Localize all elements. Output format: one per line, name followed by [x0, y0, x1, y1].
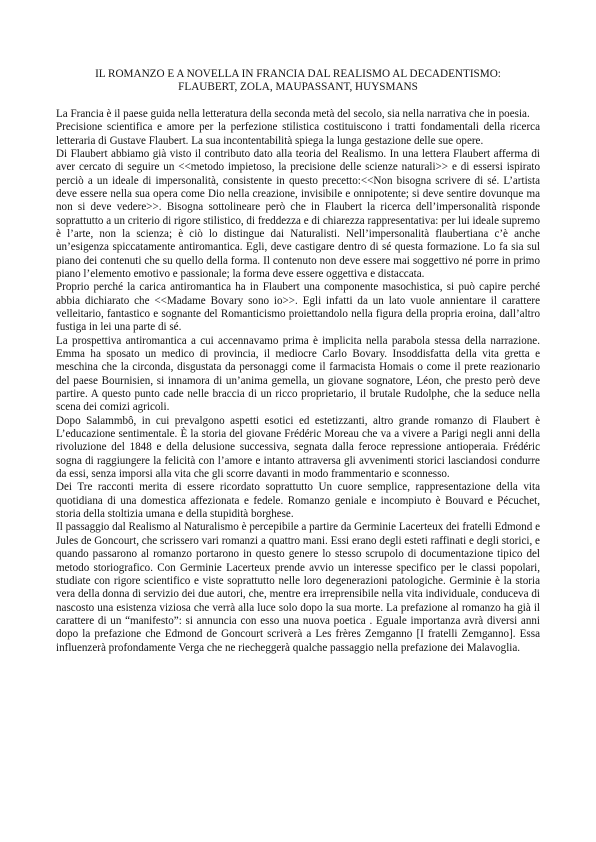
paragraph-flaubert-precision: Precisione scientifica e amore per la perfezione stilistica costituiscono i tratti fondamentali della ricerca letteraria di Gustave Flaubert. La sua incontentabilità spiega la lunga gestazione delle sue opere.: [56, 121, 540, 147]
document-body: [56, 108, 540, 655]
paragraph-salammbo: Dopo Salammbô, in cui prevalgono aspetti esotici ed estetizzanti, altro grande romanzo di Flaubert è L’educazione sentimentale. È la storia del giovane Frédéric Moreau che va a vivere a Parigi negli anni della rivoluzione del 1848 e della delusione successiva, segnata dalla feroce repressione antioperaia. Frédéric sogna di raggiungere la felicità con l’amore e intanto attraversa gli avvenimenti storici lasciandosi condurre da essi, senza imporsi alla vita che gli scorre davanti in modo frammentario e sconnesso.: [56, 414, 540, 481]
paragraph-antiromantic: La prospettiva antiromantica a cui accennavamo prima è implicita nella parabola stessa della narrazione. Emma ha sposato un medico di provincia, il mediocre Carlo Bovary. Insoddisfatta della vita gretta e meschina che la circonda, disgustata da personaggi come il farmacista Homais o come il prete reazionario del paese Bournisien, si innamora di un’anima gemella, un giovane sognatore, Léon, che presto però deve partire. A questo punto cade nelle braccia di un ricco proprietario, il brutale Rudolphe, che la seduce nella scena dei comizi agricoli.: [56, 334, 540, 414]
title-line-2: FLAUBERT, ZOLA, MAUPASSANT, HUYSMANS: [178, 81, 418, 94]
title-line-1: IL ROMANZO E A NOVELLA IN FRANCIA DAL REALISMO AL DECADENTISMO:: [95, 68, 501, 80]
document-title: [56, 68, 540, 95]
paragraph-intro: La Francia è il paese guida nella letteratura della seconda metà del secolo, sia nella narrativa che in poesia.: [56, 107, 530, 120]
paragraph-naturalism: Il passaggio dal Realismo al Naturalismo è percepibile a partire da Germinie Lacerteux dei fratelli Edmond e Jules de Goncourt, che scrissero vari romanzi a quattro mani. Essi erano degli esteti raffinati e degli storici, e quando passarono al romanzo portarono in questo genere lo stesso scrupolo di documentazione tipico del metodo storiografico. Con Germinie Lacerteux prende avvio un interesse specifico per le classi popolari, studiate con rigore scientifico e viste soprattutto nelle loro degenerazioni patologiche. Germinie è la storia vera della donna di servizio dei due autori, che, mentre era irreprensibile nella vita individuale, conduceva di nascosto una esistenza viziosa che verrà alla luce solo dopo la sua morte. La prefazione al romanzo ha già il carattere di un “manifesto”: si annuncia con esso una nuova poetica . Eguale importanza avrà diversi anni dopo la prefazione che Edmond de Goncourt scriverà a Les frères Zemganno [I fratelli Zemganno]. Essa influenzerà profondamente Verga che ne riecheggerà qualche passaggio nella prefazione dei Malavoglia.: [56, 521, 540, 654]
paragraph-impersonality: Di Flaubert abbiamo già visto il contributo dato alla teoria del Realismo. In una lettera Flaubert afferma di aver cercato di seguire un <<metodo impietoso, la precisione delle scienze naturali>> e di essersi ispirato perciò a un ideale di impersonalità, consistente in questo precetto:<<Non bisogna scrivere di sé. L’artista deve essere nella sua opera come Dio nella creazione, invisibile e onnipotente; si deve sentire dovunque ma non si deve vedere>>. Bisogna sottolineare però che in Flaubert la ricerca dell’impersonalità risponde soprattutto a un criterio di rigore stilistico, di freddezza e di chiarezza rappresentativa: per lui ideale supremo è l’arte, non la scienza; è ciò lo distingue dai Naturalisti. Nell’impersonalità flaubertiana c’è anche un’esigenza spiccatamente antiromantica. Egli, deve castigare dentro di sé questa formazione. Lo fa sia sul piano dei contenuti che su quello della forma. Il contenuto non deve essere mai soggettivo né porre in primo piano l’elemento emotivo e passionale; la forma deve essere oggettiva e distaccata.: [56, 147, 540, 280]
paragraph-tre-racconti: Dei Tre racconti merita di essere ricordato soprattutto Un cuore semplice, rappresentazione della vita quotidiana di una domestica affezionata e fedele. Romanzo geniale e incompiuto è Bouvard e Pécuchet, storia della stoltizia umana e della stupidità borghese.: [56, 481, 540, 521]
document-page: [56, 68, 540, 655]
paragraph-bovary: Proprio perché la carica antiromantica ha in Flaubert una componente masochistica, si può capire perché abbia dichiarato che <<Madame Bovary sono io>>. Egli infatti da un lato vuole annientare il carattere velleitario, fantastico e sognante del Romanticismo proiettandolo nella figura della propria eroina, dall’altro fustiga in lei una parte di sé.: [56, 281, 540, 334]
